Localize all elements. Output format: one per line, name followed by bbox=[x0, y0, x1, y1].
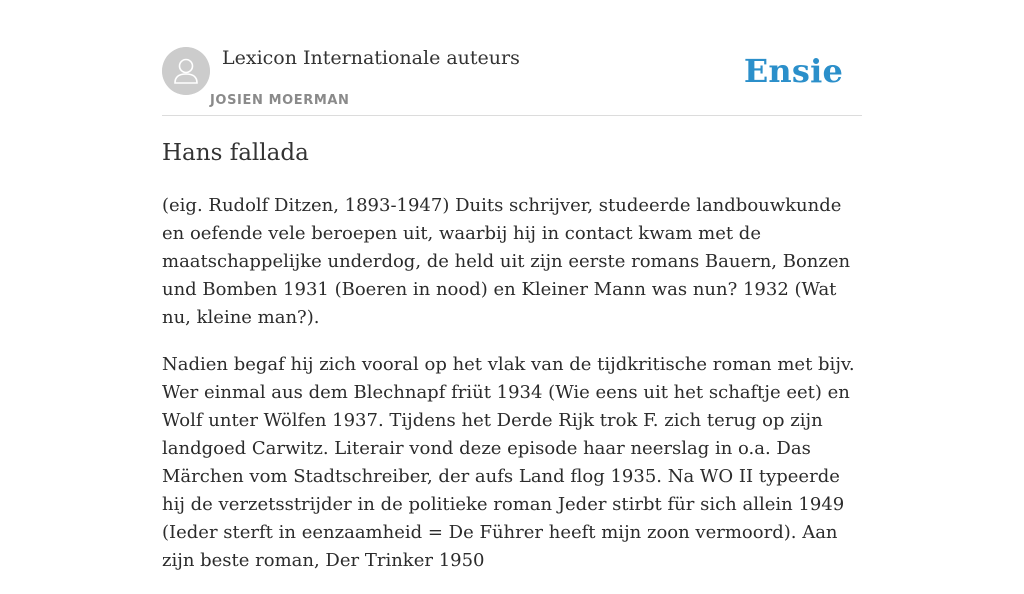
article-paragraph: Nadien begaf hij zich vooral op het vlak van de tijdkritische roman met bijv. Wer einmal aus dem Blechnapf friüt 1934 (Wie eens uit het schaftje eet) en Wolf unter Wölfen 1937. Tijdens het Derde Rijk trok F. zich terug op zijn landgoed Carwitz. Literair vond deze episode haar neerslag in o.a. Das Märchen vom Stadtschreiber, der aufs Land flog 1935. Na WO II typeerde hij de verzetsstrijder in de politieke roman Jeder stirbt für sich allein 1949 (Ieder sterft in eenzaamheid = De Führer heeft mijn zoon vermoord). Aan zijn beste roman, Der Trinker 1950 bbox=[162, 354, 855, 571]
article-title: Hans fallada bbox=[162, 140, 309, 166]
article-body bbox=[162, 192, 868, 594]
collection-title-link[interactable]: Lexicon Internationale auteurs bbox=[222, 47, 520, 69]
article-paragraph: (eig. Rudolf Ditzen, 1893-1947) Duits schrijver, studeerde landbouwkunde en oefende vele beroepen uit, waarbij hij in contact kwam met de maatschappelijke underdog, de held uit zijn eerste romans Bauern, Bonzen und Bomben 1931 (Boeren in nood) en Kleiner Mann was nun? 1932 (Wat nu, kleine man?). bbox=[162, 195, 851, 328]
ensie-logo[interactable]: Ensie bbox=[743, 52, 843, 90]
author-name-link[interactable]: JOSIEN MOERMAN bbox=[210, 93, 350, 108]
article-header bbox=[162, 44, 862, 116]
user-silhouette-icon bbox=[162, 47, 210, 95]
author-avatar[interactable] bbox=[162, 47, 210, 95]
